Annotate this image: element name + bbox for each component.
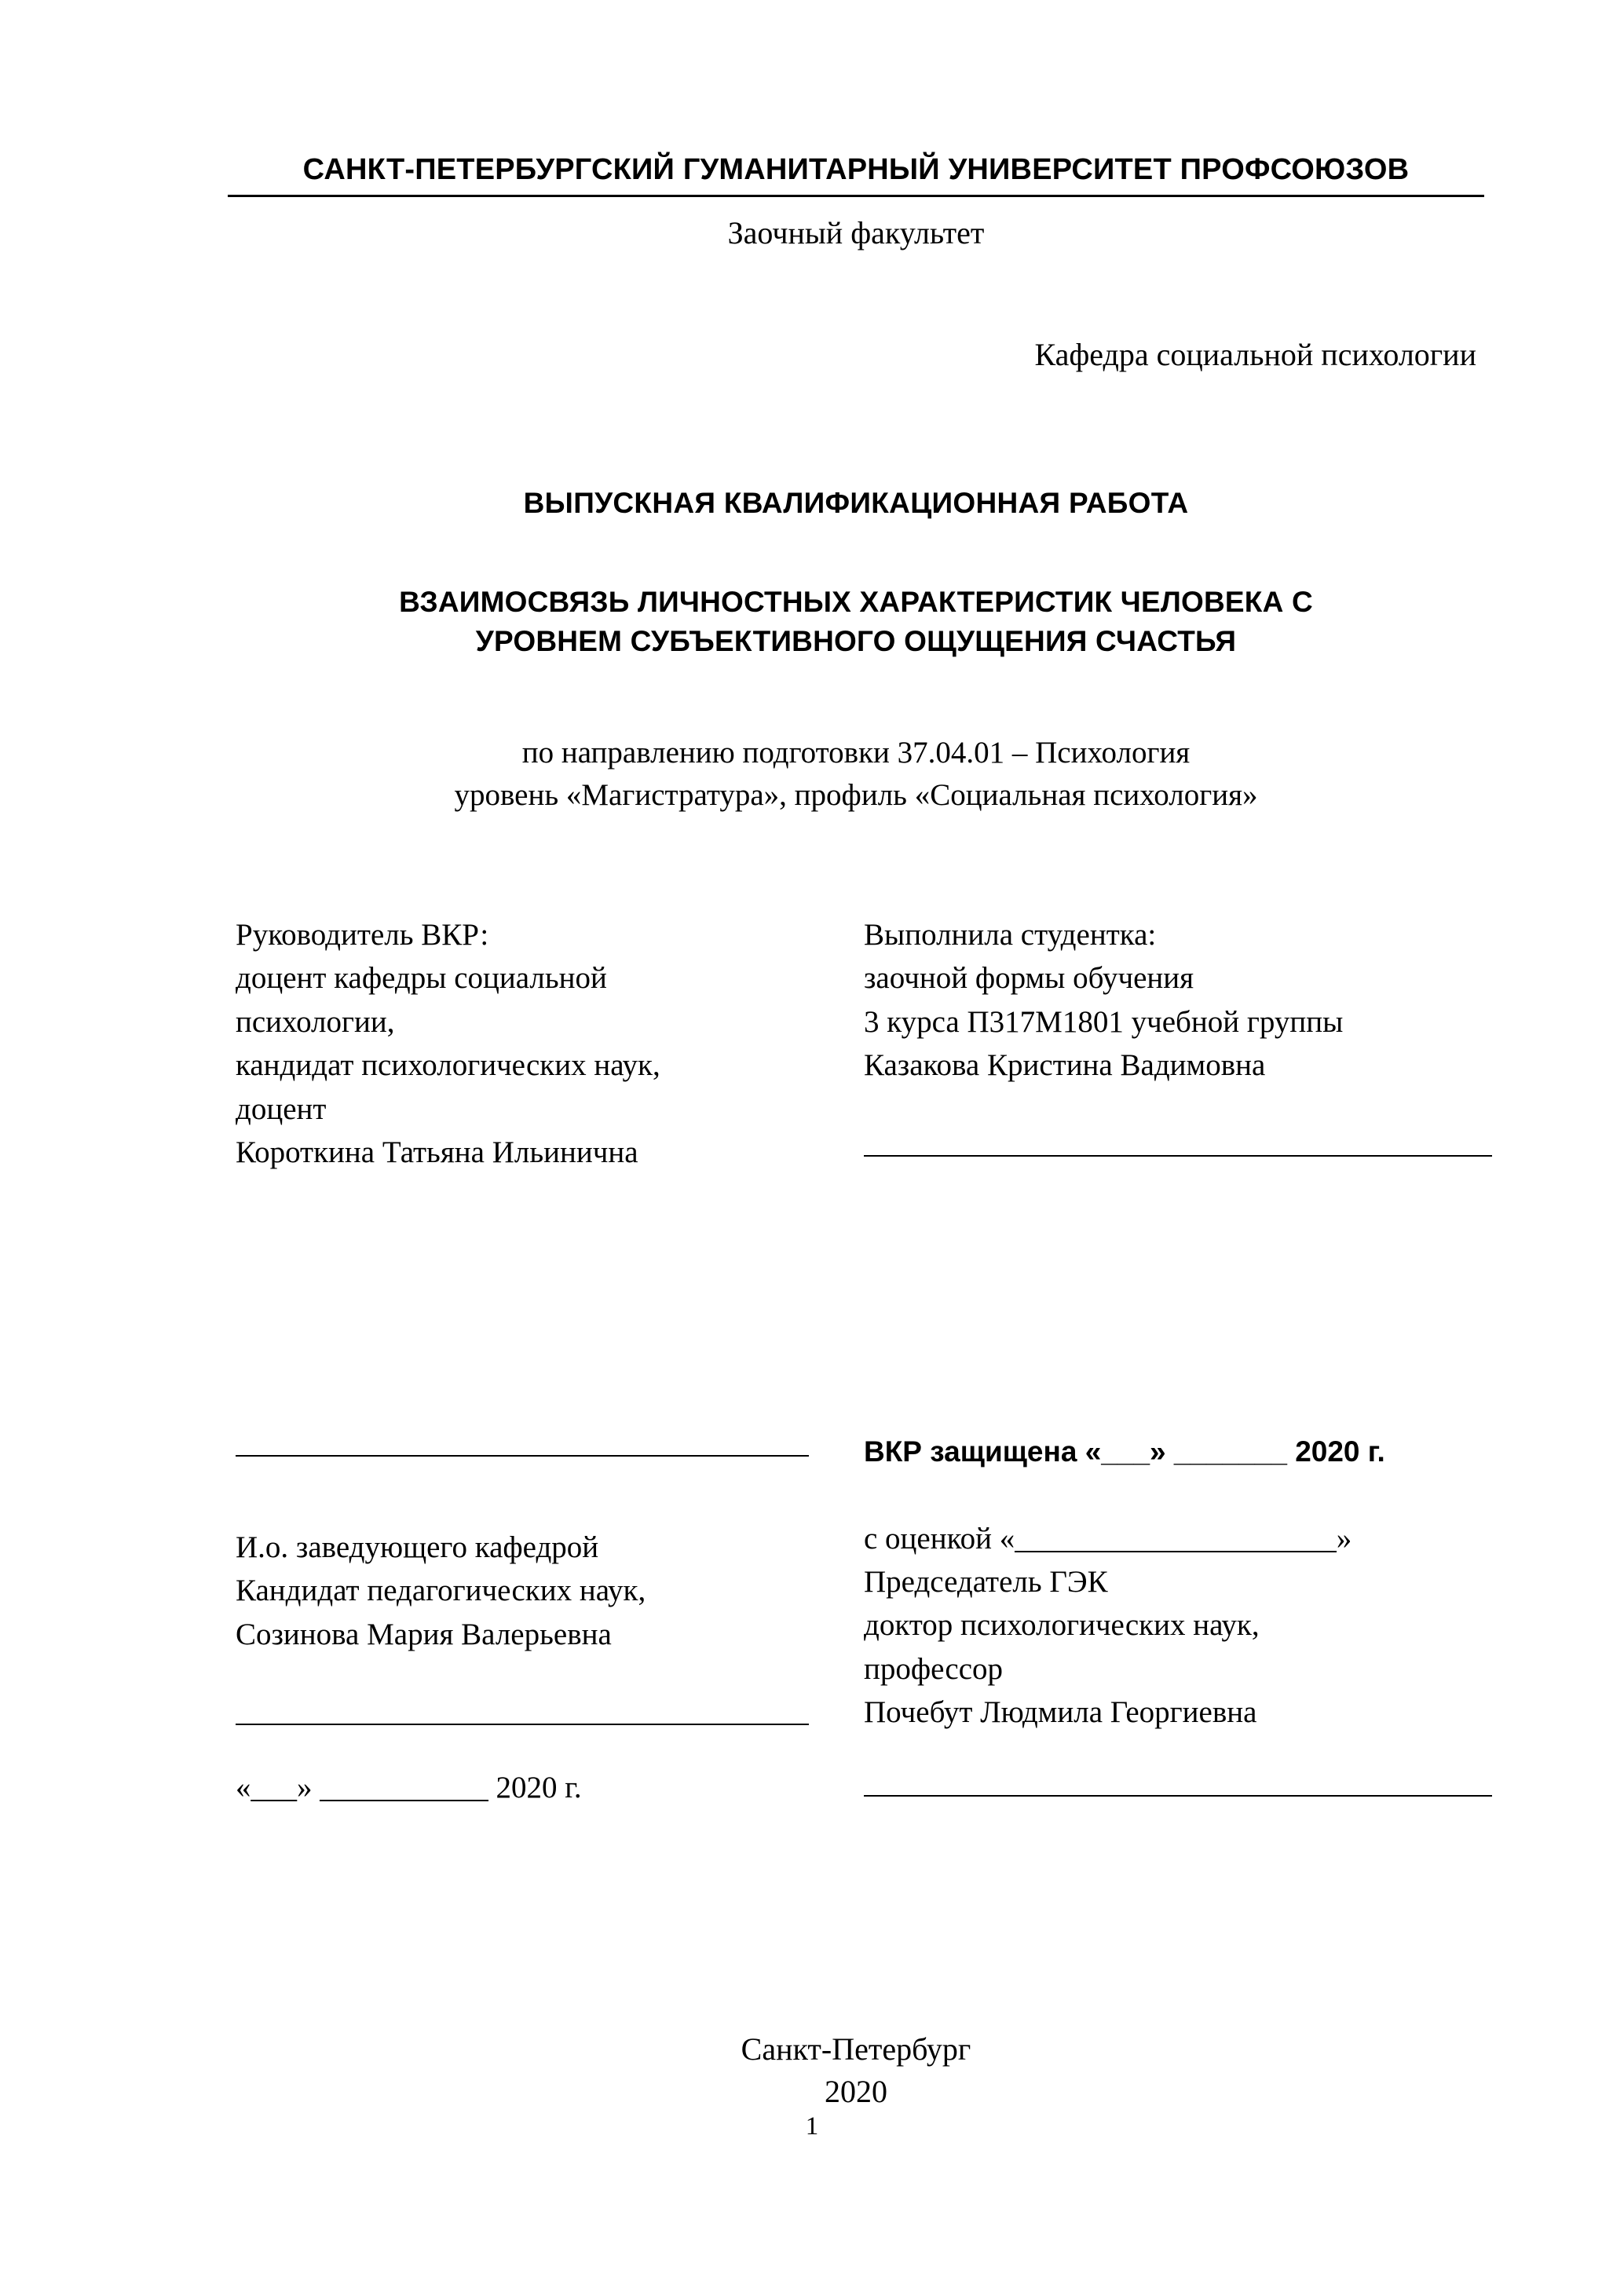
student-form-of-study: заочной формы обучения (864, 961, 1194, 996)
program-info (228, 732, 1484, 817)
student-heading: Выполнила студентка: (864, 918, 1157, 952)
defense-grade-line: с оценкой «_____________________» (864, 1521, 1352, 1556)
gek-chair-name: Почебут Людмила Георгиевна (864, 1695, 1257, 1730)
supervisor-position-line-1: доцент кафедры социальной (236, 961, 607, 996)
student-name: Казакова Кристина Вадимовна (864, 1048, 1266, 1083)
head-of-department-date: «___» ___________ 2020 г. (236, 1771, 582, 1805)
thesis-title-line-1: ВЗАИМОСВЯЗЬ ЛИЧНОСТНЫХ ХАРАКТЕРИСТИК ЧЕЛОВЕКА С (399, 586, 1313, 618)
university-header: САНКТ-ПЕТЕРБУРГСКИЙ ГУМАНИТАРНЫЙ УНИВЕРСИТЕТ ПРОФСОЮЗОВ (228, 153, 1484, 197)
thesis-title-line-2: УРОВНЕМ СУБЪЕКТИВНОГО ОЩУЩЕНИЯ СЧАСТЬЯ (475, 624, 1237, 657)
gek-chair-degree: доктор психологических наук, (864, 1608, 1260, 1643)
document-year: 2020 (825, 2074, 887, 2110)
city-name: Санкт-Петербург (741, 2031, 971, 2067)
student-signature-line (864, 1155, 1492, 1157)
supervisor-block (236, 913, 832, 1174)
city-and-year (228, 2028, 1484, 2113)
head-of-department-title: И.о. заведующего кафедрой (236, 1530, 599, 1565)
document-type: ВЫПУСКНАЯ КВАЛИФИКАЦИОННАЯ РАБОТА (523, 487, 1189, 519)
supervisor-signature-line (236, 1455, 809, 1457)
supervisor-name: Короткина Татьяна Ильинична (236, 1135, 638, 1169)
gek-chair-title: Председатель ГЭК (864, 1564, 1108, 1599)
department-name: Кафедра социальной психологии (1034, 337, 1476, 372)
student-group: 3 курса П317М1801 учебной группы (864, 1004, 1344, 1039)
head-of-department-name: Созинова Мария Валерьевна (236, 1617, 612, 1651)
supervisor-position-line-2: психологии, (236, 1004, 395, 1039)
thesis-title (228, 583, 1484, 661)
page-number: 1 (805, 2112, 819, 2141)
student-block (864, 913, 1484, 1157)
signature-block-top (228, 913, 1484, 1322)
defense-date-line: ВКР защищена «___» _______ 2020 г. (864, 1435, 1385, 1468)
gek-chair-rank: профессор (864, 1651, 1004, 1686)
supervisor-heading: Руководитель ВКР: (236, 918, 489, 952)
faculty-name: Заочный факультет (727, 215, 985, 250)
head-of-department-degree: Кандидат педагогических наук, (236, 1574, 646, 1608)
supervisor-signature-area (236, 1455, 832, 1457)
supervisor-rank: доцент (236, 1091, 327, 1126)
head-of-department-block (236, 1526, 832, 1810)
program-direction: по направлению подготовки 37.04.01 – Психология (521, 735, 1191, 770)
supervisor-degree: кандидат психологических наук, (236, 1048, 660, 1083)
program-level: уровень «Магистратура», профиль «Социальная психология» (454, 778, 1258, 813)
page-content (228, 153, 1484, 2113)
head-of-department-signature-line (236, 1724, 809, 1725)
